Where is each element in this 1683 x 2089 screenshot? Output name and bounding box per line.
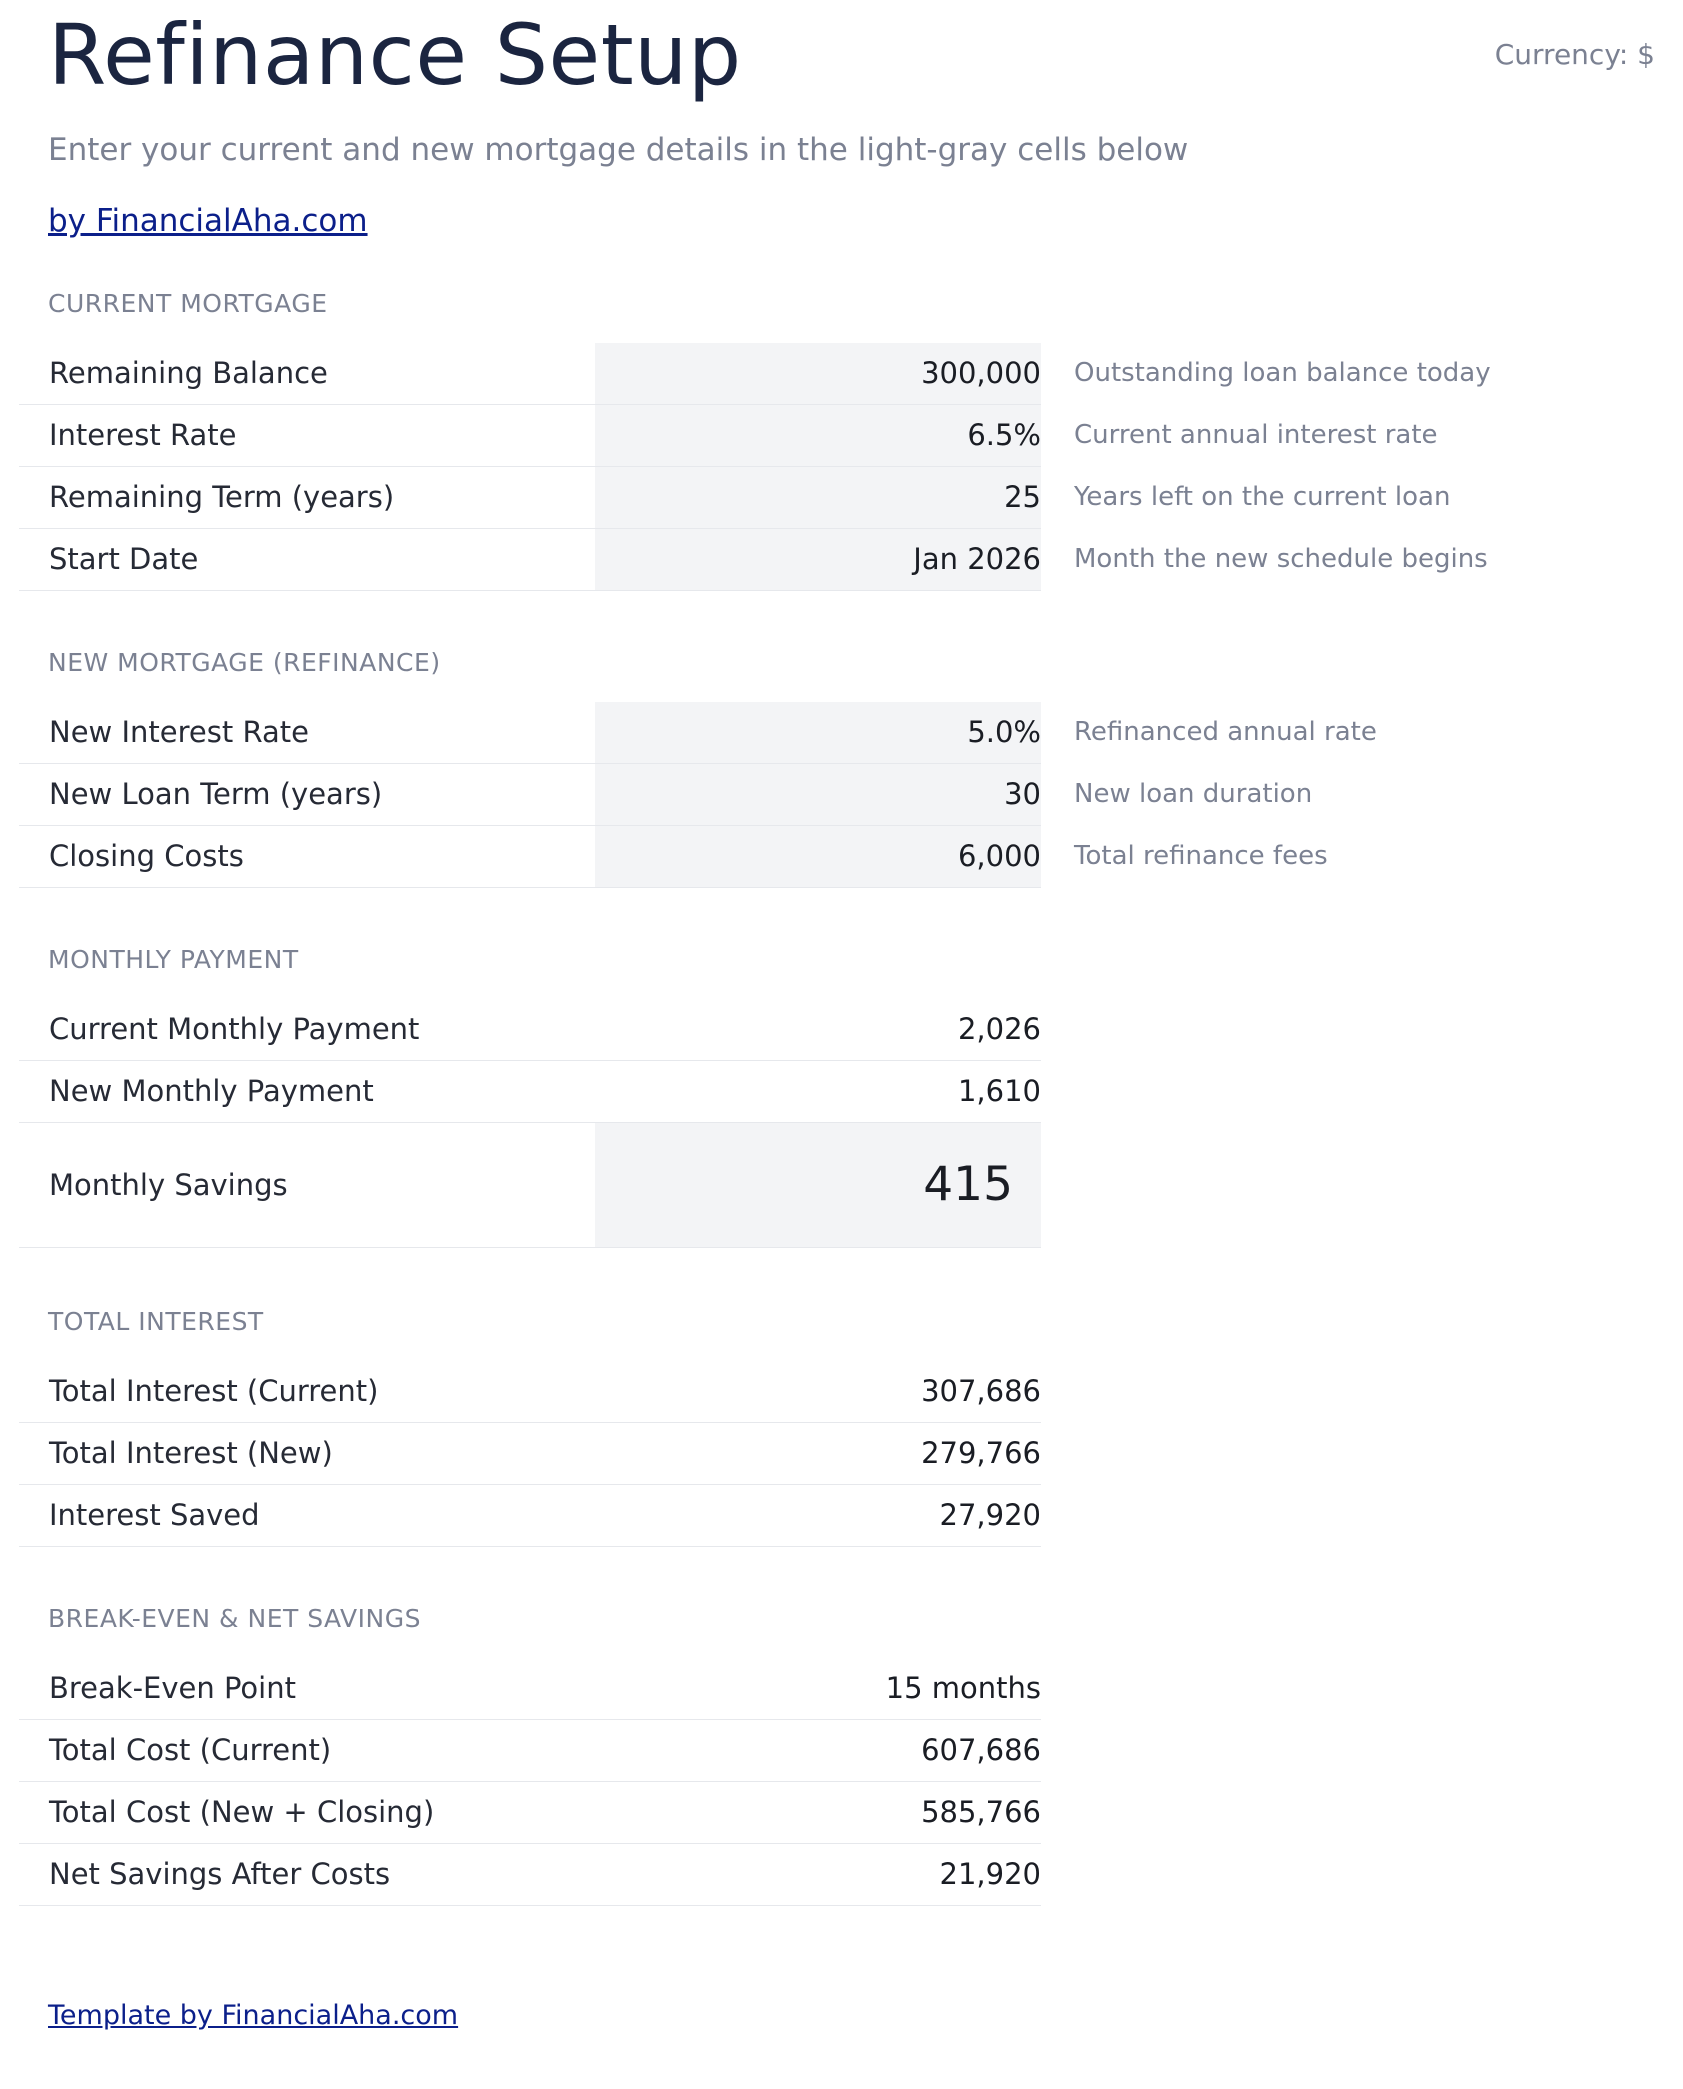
row-label: Net Savings After Costs [49,1857,391,1891]
start-date-input[interactable]: Jan 2026 [595,529,1041,590]
total-interest-new-value: 279,766 [921,1436,1041,1470]
row-label: Total Interest (Current) [49,1374,379,1408]
page-subtitle: Enter your current and new mortgage details in the light-gray cells below [48,132,1189,168]
section-current-mortgage: CURRENT MORTGAGE [48,289,328,318]
total-interest-table [19,1361,1041,1547]
table-row [19,343,1491,405]
new-monthly-payment-value: 1,610 [957,1074,1041,1108]
row-hint: Current annual interest rate [1074,420,1438,450]
table-row [19,1061,1041,1123]
financialaha-link[interactable]: by FinancialAha.com [48,203,368,239]
table-row [19,1720,1041,1782]
net-savings-value: 21,920 [939,1857,1041,1891]
row-label: Monthly Savings [49,1168,288,1202]
interest-rate-input[interactable]: 6.5% [595,405,1041,466]
total-cost-new-value: 585,766 [921,1795,1041,1829]
table-row [19,826,1328,888]
table-row [19,702,1377,764]
row-label: Total Cost (New + Closing) [49,1795,435,1829]
row-hint: Refinanced annual rate [1074,717,1377,747]
table-row [19,1658,1041,1720]
section-break-even: BREAK-EVEN & NET SAVINGS [48,1604,421,1633]
row-label: New Interest Rate [49,715,309,749]
currency-label: Currency: $ [1494,38,1655,71]
break-even-table [19,1658,1041,1906]
section-total-interest: TOTAL INTEREST [48,1307,264,1336]
row-label: Start Date [49,542,199,576]
total-interest-current-value: 307,686 [921,1374,1041,1408]
monthly-savings-value: 415 [595,1123,1041,1247]
row-label: Interest Rate [49,418,237,452]
row-hint: Years left on the current loan [1074,482,1451,512]
current-mortgage-table [19,343,1491,591]
section-new-mortgage: NEW MORTGAGE (REFINANCE) [48,648,441,677]
row-label: Closing Costs [49,839,244,873]
row-label: Break-Even Point [49,1671,296,1705]
table-row [19,1782,1041,1844]
table-row [19,467,1451,529]
monthly-payment-table [19,999,1041,1248]
row-label: Total Cost (Current) [49,1733,332,1767]
row-hint: New loan duration [1074,779,1313,809]
table-row [19,1485,1041,1547]
new-loan-term-input[interactable]: 30 [595,764,1041,825]
template-credit-link[interactable]: Template by FinancialAha.com [48,2000,459,2031]
row-label: Current Monthly Payment [49,1012,420,1046]
table-row [19,1361,1041,1423]
row-hint: Month the new schedule begins [1074,544,1488,574]
row-hint: Outstanding loan balance today [1074,358,1491,388]
new-mortgage-table [19,702,1377,888]
new-interest-rate-input[interactable]: 5.0% [595,702,1041,763]
row-label: Interest Saved [49,1498,260,1532]
closing-costs-input[interactable]: 6,000 [595,826,1041,887]
page-title: Refinance Setup [48,6,742,104]
remaining-balance-input[interactable]: 300,000 [595,343,1041,404]
row-hint: Total refinance fees [1074,841,1328,871]
row-label: New Loan Term (years) [49,777,383,811]
table-row [19,405,1438,467]
table-row [19,999,1041,1061]
row-label: Total Interest (New) [49,1436,333,1470]
row-label: Remaining Term (years) [49,480,395,514]
section-monthly-payment: MONTHLY PAYMENT [48,945,299,974]
table-row [19,1423,1041,1485]
interest-saved-value: 27,920 [939,1498,1041,1532]
break-even-point-value: 15 months [885,1671,1041,1705]
row-label: New Monthly Payment [49,1074,374,1108]
current-monthly-payment-value: 2,026 [957,1012,1041,1046]
row-label: Remaining Balance [49,356,328,390]
table-row [19,764,1313,826]
total-cost-current-value: 607,686 [921,1733,1041,1767]
table-row-highlight [19,1123,1041,1248]
remaining-term-input[interactable]: 25 [595,467,1041,528]
table-row [19,529,1488,591]
table-row [19,1844,1041,1906]
